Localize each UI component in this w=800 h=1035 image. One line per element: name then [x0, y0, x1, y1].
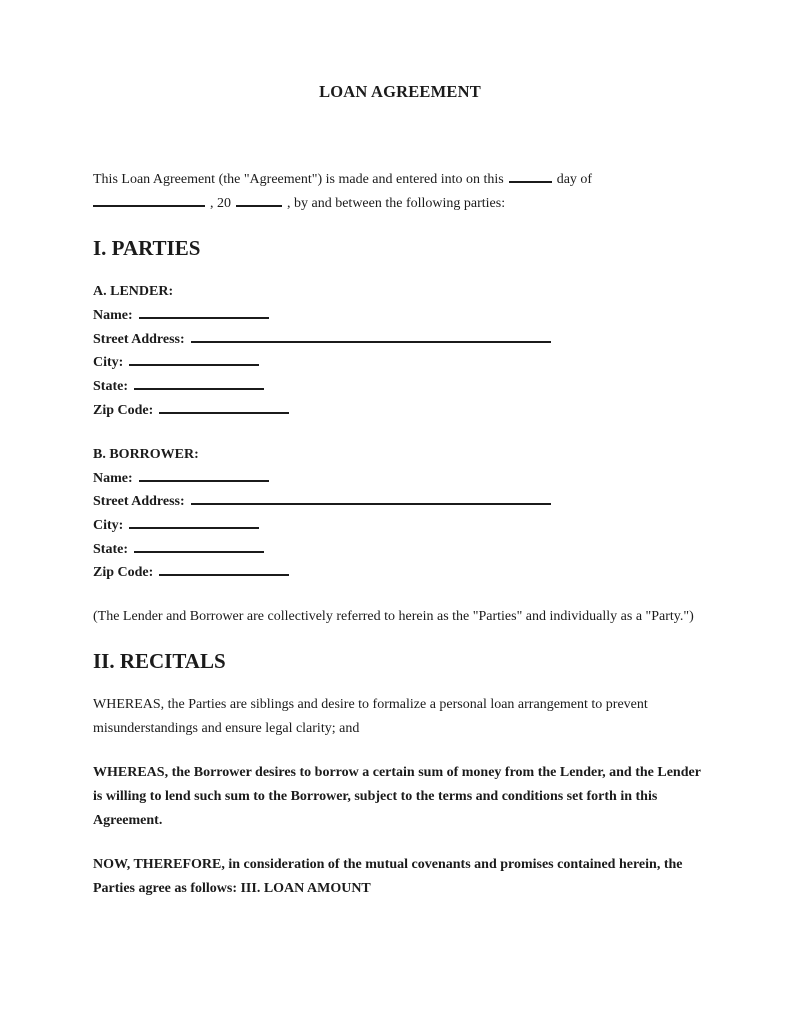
year-blank-field[interactable]	[236, 192, 282, 207]
lender-heading: A. LENDER:	[93, 284, 174, 299]
intro-text-before-day: This Loan Agreement (the "Agreement") is made and entered into on this	[93, 172, 504, 187]
borrower-street-blank-field[interactable]	[191, 490, 551, 505]
lender-state-row	[93, 375, 707, 399]
lender-state-blank-field[interactable]	[134, 375, 264, 390]
lender-street-blank-field[interactable]	[191, 328, 551, 343]
borrower-city-label: City:	[93, 517, 124, 533]
intro-text-after-day: day of	[556, 172, 593, 187]
now-therefore-paragraph: NOW, THEREFORE, in consideration of the mutual covenants and promises contained herein, the Parties agree as follows: III. LOAN AMOUNT	[93, 857, 683, 897]
lender-state-label: State:	[93, 379, 128, 395]
lender-city-label: City:	[93, 355, 124, 371]
document-title: LOAN AGREEMENT	[319, 82, 481, 101]
lender-name-label: Name:	[93, 308, 133, 323]
borrower-state-row	[93, 538, 707, 562]
borrower-block	[93, 443, 707, 586]
lender-zip-blank-field[interactable]	[159, 399, 289, 414]
section-heading-recitals: II. RECITALS	[93, 649, 226, 674]
borrower-zip-blank-field[interactable]	[159, 561, 289, 576]
intro-text-after-month: , 20	[210, 196, 231, 211]
borrower-name-row	[93, 467, 707, 491]
borrower-heading: B. BORROWER:	[93, 446, 199, 462]
lender-street-label: Street Address:	[93, 331, 185, 347]
whereas-paragraph-1: WHEREAS, the Parties are siblings and desire to formalize a personal loan arrangement to prevent misunderstandings and ensure legal clarity; and	[93, 697, 648, 737]
borrower-state-blank-field[interactable]	[134, 538, 264, 553]
intro-text-after-year: , by and between the following parties:	[287, 196, 506, 211]
whereas-paragraph-2: WHEREAS, the Borrower desires to borrow a certain sum of money from the Lender, and the Lender is willing to lend such sum to the Borrower, subject to the terms and conditions set forth in this Agreement.	[93, 765, 701, 829]
lender-block	[93, 280, 707, 423]
borrower-city-row	[93, 514, 707, 538]
borrower-name-label: Name:	[93, 470, 133, 486]
section-heading-parties: I. PARTIES	[93, 236, 201, 260]
borrower-zip-label: Zip Code:	[93, 565, 154, 581]
lender-zip-row	[93, 399, 707, 423]
borrower-name-blank-field[interactable]	[139, 467, 269, 482]
lender-street-row	[93, 328, 707, 352]
lender-name-blank-field[interactable]	[139, 304, 269, 319]
borrower-street-label: Street Address:	[93, 494, 185, 510]
lender-zip-label: Zip Code:	[93, 402, 154, 418]
borrower-zip-row	[93, 561, 707, 585]
lender-city-row	[93, 351, 707, 375]
borrower-state-label: State:	[93, 541, 128, 557]
month-blank-field[interactable]	[93, 192, 205, 207]
day-blank-field[interactable]	[509, 168, 552, 183]
borrower-street-row	[93, 490, 707, 514]
parties-note-paragraph: (The Lender and Borrower are collectively referred to herein as the "Parties" and individually as a "Party.")	[93, 609, 694, 625]
lender-city-blank-field[interactable]	[129, 351, 259, 366]
lender-name-row	[93, 304, 707, 328]
intro-paragraph	[93, 168, 707, 216]
borrower-city-blank-field[interactable]	[129, 514, 259, 529]
